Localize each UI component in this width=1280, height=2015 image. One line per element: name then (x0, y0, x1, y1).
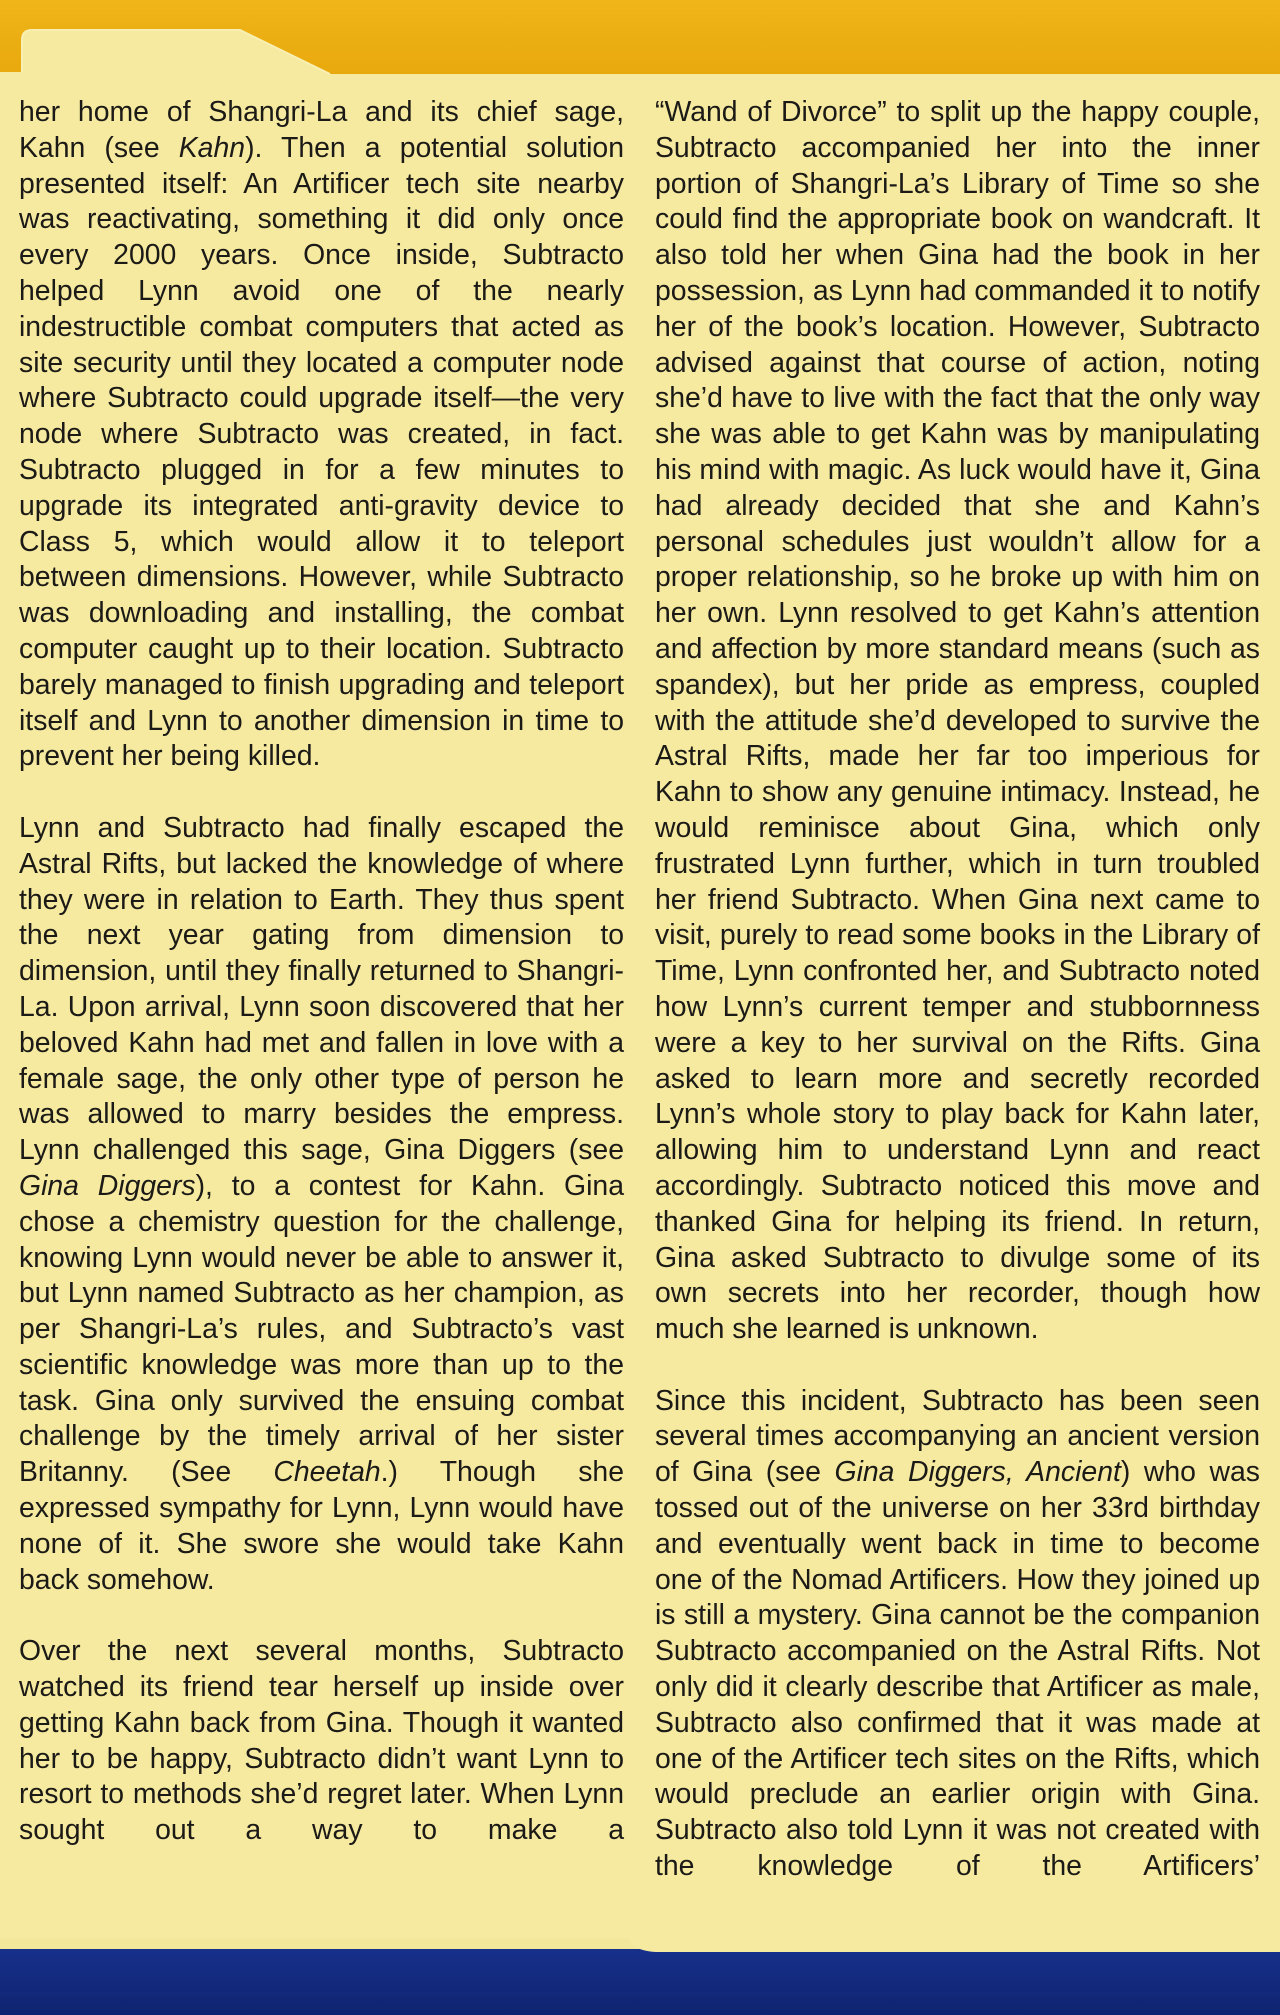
left-paragraph-3: Over the next several months, Subtracto watched its friend tear herself up inside over getting Kahn back from Gina. Though it wanted her to be happy, Subtracto didn’t want Lynn to resort to methods she’d regret later. When Lynn sought out a way to make a (19, 1635, 624, 1847)
right-text-column (655, 95, 1260, 1885)
cross-reference: Cheetah (273, 1456, 381, 1489)
left-paragraph-2: Lynn and Subtracto had finally escaped the Astral Rifts, but lacked the knowledge of where they were in relation to Earth. They thus spent the next year gating from dimension to dimension, until they finally returned to Shangri-La. Upon arrival, Lynn soon discovered that her beloved Kahn had met and fallen in love with a female sage, the only other type of person he was allowed to marry besides the empress. Lynn challenged this sage, Gina Diggers (see Gina Diggers), to a contest for Kahn. Gina chose a chemistry question for the challenge, knowing Lynn would never be able to answer it, but Lynn named Subtracto as her champion, as per Shangri-La’s rules, and Subtracto’s vast scientific knowledge was more than up to the task. Gina only survived the ensuing combat challenge by the timely arrival of her sister Britanny. (See Cheetah.) Though she expressed sympathy for Lynn, Lynn would have none of it. She swore she would take Kahn back somehow. (19, 811, 624, 1596)
cross-reference: Gina Diggers (19, 1169, 196, 1202)
right-paragraph-1: “Wand of Divorce” to split up the happy couple, Subtracto accompanied her into the inner portion of Shangri-La’s Library of Time so she could find the appropriate book on wandcraft. It also told her when Gina had the book in her possession, as Lynn had commanded it to notify her of the book’s location. However, Subtracto advised against that course of action, noting she’d have to live with the fact that the only way she was able to get Kahn was by manipulating his mind with magic. As luck would have it, Gina had already decided that she and Kahn’s personal schedules just wouldn’t allow for a proper relationship, so he broke up with him on her own. Lynn resolved to get Kahn’s attention and affection by more standard means (such as spandex), but her pride as empress, coupled with the attitude she’d developed to survive the Astral Rifts, made her far too imperious for Kahn to show any genuine intimacy. Instead, he would reminisce about Gina, which only frustrated Lynn further, which in turn troubled her friend Subtracto. When Gina next came to visit, purely to read some books in the Library of Time, Lynn confronted her, and Subtracto noted how Lynn’s current temper and stubbornness were a key to her survival on the Rifts. Gina asked to learn more and secretly recorded Lynn’s whole story to play back for Kahn later, allowing him to understand Lynn and react accordingly. Subtracto noticed this move and thanked Gina for helping its friend. In return, Gina asked Subtracto to divulge some of its own secrets into her recorder, though how much she learned is unknown. (655, 96, 1260, 1346)
cross-reference: Gina Diggers, Ancient (834, 1456, 1121, 1489)
right-paragraph-2: Since this incident, Subtracto has been seen several times accompanying an ancient version of Gina (see Gina Diggers, Ancient) who was tossed out of the universe on her 33rd birthday and eventually went back in time to become one of the Nomad Artificers. How they joined up is still a mystery. Gina cannot be the companion Subtracto accompanied on the Astral Rifts. Not only did it clearly describe that Artificer as male, Subtracto also confirmed that it was made at one of the Artificer tech sites on the Rifts, which would preclude an earlier origin with Gina. Subtracto also told Lynn it was not created with the knowledge of the Artificers’ (655, 1384, 1260, 1883)
cross-reference: Kahn (178, 131, 246, 164)
left-paragraph-1: her home of Shangri-La and its chief sage, Kahn (see Kahn). Then a potential solution presented itself: An Artificer tech site nearby was reactivating, something it did only once every 2000 years. Once inside, Subtracto helped Lynn avoid one of the nearly indestructible combat computers that acted as site security until they located a computer node where Subtracto could upgrade itself—the very node where Subtracto was created, in fact. Subtracto plugged in for a few minutes to upgrade its integrated anti-gravity device to Class 5, which would allow it to teleport between dimensions. However, while Subtracto was downloading and installing, the combat computer caught up to their location. Subtracto barely managed to finish upgrading and teleport itself and Lynn to another dimension in time to prevent her being killed. (19, 96, 625, 773)
left-text-column (19, 95, 624, 1849)
